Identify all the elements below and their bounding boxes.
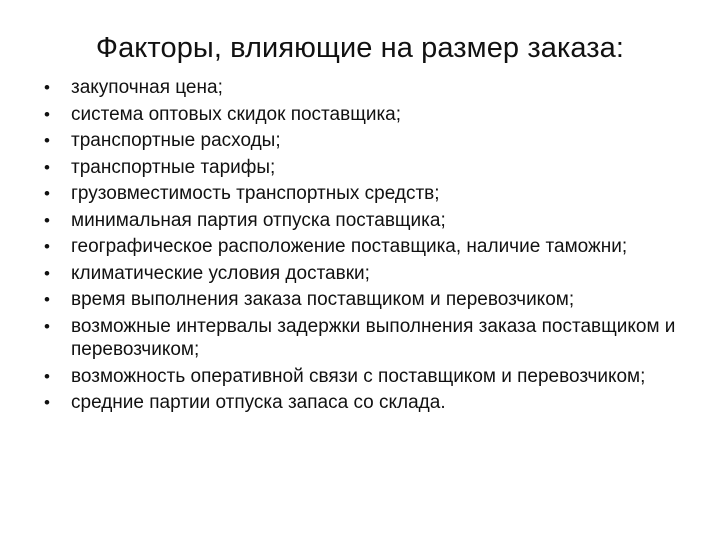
bullet-icon: •	[44, 290, 50, 309]
list-item	[40, 235, 680, 259]
list-item-text: возможные интервалы задержки выполнения заказа поставщиком и перевозчиком;	[71, 315, 676, 360]
list-item	[40, 209, 680, 233]
bullet-icon: •	[44, 393, 50, 412]
bullet-icon: •	[44, 316, 50, 336]
list-item	[40, 129, 680, 153]
bullet-icon: •	[44, 157, 50, 177]
bullet-icon: •	[44, 104, 50, 124]
list-item	[40, 182, 680, 206]
list-item	[40, 288, 680, 312]
list-item-text: система оптовых скидок поставщика;	[71, 103, 402, 125]
bullet-icon: •	[44, 263, 50, 283]
list-item-text: средние партии отпуска запаса со склада.	[71, 392, 446, 413]
factors-list	[40, 76, 680, 418]
list-item-text: климатические условия доставки;	[71, 262, 370, 284]
list-item	[40, 391, 680, 415]
list-item-text: грузовместимость транспортных средств;	[71, 183, 440, 204]
list-item-text: закупочная цена;	[71, 77, 223, 98]
bullet-icon: •	[44, 366, 50, 386]
bullet-icon: •	[44, 237, 50, 256]
list-item	[40, 156, 680, 180]
bullet-icon: •	[44, 210, 50, 230]
list-item-text: транспортные расходы;	[71, 130, 281, 151]
list-item-text: географическое расположение поставщика, наличие таможни;	[71, 236, 628, 257]
bullet-icon: •	[44, 131, 50, 150]
list-item	[40, 103, 680, 127]
list-item-text: время выполнения заказа поставщиком и перевозчиком;	[71, 289, 575, 310]
list-item-text: транспортные тарифы;	[71, 156, 276, 178]
list-item-text: минимальная партия отпуска поставщика;	[71, 209, 446, 231]
slide-title: Факторы, влияющие на размер заказа:	[95, 32, 625, 64]
list-item	[40, 76, 680, 100]
list-item	[40, 315, 680, 362]
list-item	[40, 365, 680, 389]
list-item-text: возможность оперативной связи с поставщиком и перевозчиком;	[71, 365, 646, 387]
bullet-icon: •	[44, 78, 50, 97]
list-item	[40, 262, 680, 286]
bullet-icon: •	[44, 184, 50, 203]
